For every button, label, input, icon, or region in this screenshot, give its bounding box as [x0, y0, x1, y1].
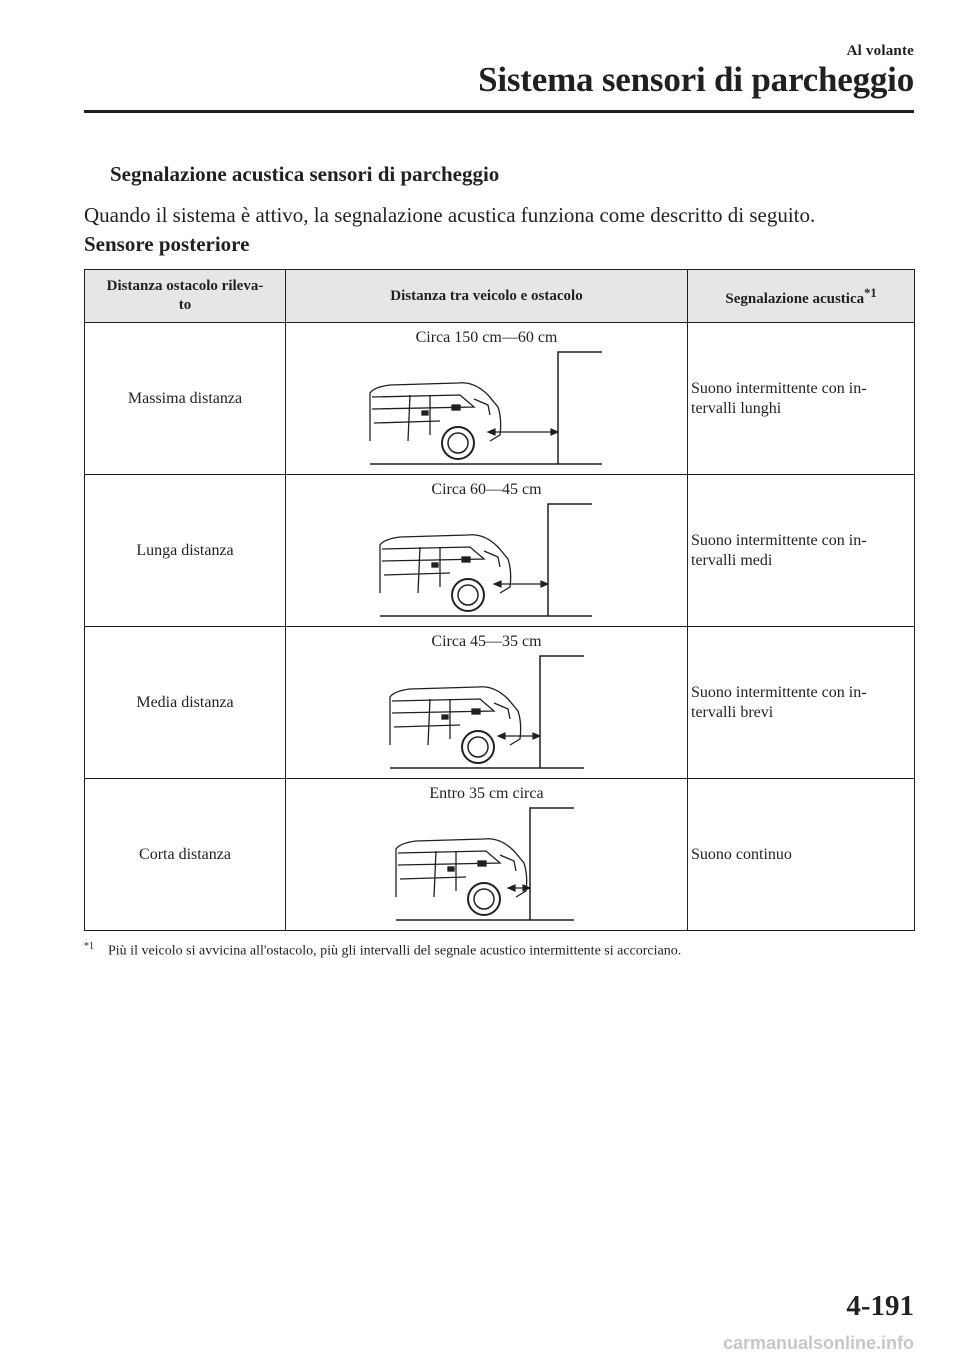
distance-range-label: Entro 35 cm circa [429, 785, 544, 802]
distance-diagram-cell [286, 323, 688, 475]
page-number: 4-191 [846, 1290, 914, 1322]
detected-distance-cell: Lunga distanza [85, 475, 286, 627]
acoustic-signal-cell [688, 627, 915, 779]
header-detected-distance-line1: Distanza ostacolo rileva- [106, 278, 264, 294]
car-silhouette-icon [380, 535, 511, 611]
table-row [85, 323, 915, 475]
distance-diagram-cell [286, 475, 688, 627]
footnote-mark: *1 [84, 941, 94, 952]
table-header-row [85, 270, 915, 323]
obstacle-wall [548, 504, 592, 616]
obstacle-wall [558, 352, 602, 464]
car-silhouette-icon [396, 839, 527, 915]
acoustic-signal-cell [688, 323, 915, 475]
sensor-table [84, 269, 915, 931]
header-divider [84, 110, 914, 113]
car-silhouette-icon [370, 383, 501, 459]
distance-range-label: Circa 150 cm—60 cm [415, 329, 558, 346]
signal-text-line1: Suono intermittente con in- [691, 531, 867, 549]
signal-text-line1: Suono intermittente con in- [691, 379, 867, 397]
intro-text: Quando il sistema è attivo, la segnalazione acustica funziona come descritto di seguito. [84, 203, 816, 227]
distance-diagram-cell [286, 627, 688, 779]
signal-text-line1: Suono continuo [691, 845, 792, 863]
signal-text-line2: tervalli medi [691, 551, 773, 569]
header-acoustic-signal [688, 270, 915, 323]
acoustic-signal-cell [688, 475, 915, 627]
header-detected-distance [85, 270, 286, 323]
detected-distance-cell: Corta distanza [85, 779, 286, 931]
chapter-label: Al volante [846, 43, 914, 59]
footnote [84, 941, 681, 960]
signal-text-line1: Suono intermittente con in- [691, 683, 867, 701]
footnote-ref: *1 [864, 285, 877, 300]
section-heading: Segnalazione acustica sensori di parcheggio [110, 162, 500, 186]
obstacle-wall [530, 808, 574, 920]
distance-range-label: Circa 60—45 cm [431, 481, 542, 498]
detected-distance-cell: Massima distanza [85, 323, 286, 475]
header-detected-distance-line2: to [178, 297, 192, 313]
car-silhouette-icon [390, 687, 521, 763]
distance-diagram-cell [286, 779, 688, 931]
distance-range-label: Circa 45—35 cm [431, 633, 542, 650]
footnote-text: Più il veicolo si avvicina all'ostacolo, più gli intervalli del segnale acustico intermittente si accorciano. [108, 943, 682, 959]
subheading: Sensore posteriore [84, 232, 250, 256]
signal-text-line2: tervalli brevi [691, 703, 774, 721]
table-row [85, 475, 915, 627]
watermark: carmanualsonline.info [722, 1333, 914, 1353]
detected-distance-cell: Media distanza [85, 627, 286, 779]
header-vehicle-obstacle-distance: Distanza tra veicolo e ostacolo [286, 270, 688, 323]
acoustic-signal-cell [688, 779, 915, 931]
table-row [85, 779, 915, 931]
header-acoustic-signal-label: Segnalazione acustica [725, 290, 865, 307]
page-title: Sistema sensori di parcheggio [478, 60, 914, 99]
signal-text-line2: tervalli lunghi [691, 399, 782, 417]
table-row [85, 627, 915, 779]
obstacle-wall [540, 656, 584, 768]
